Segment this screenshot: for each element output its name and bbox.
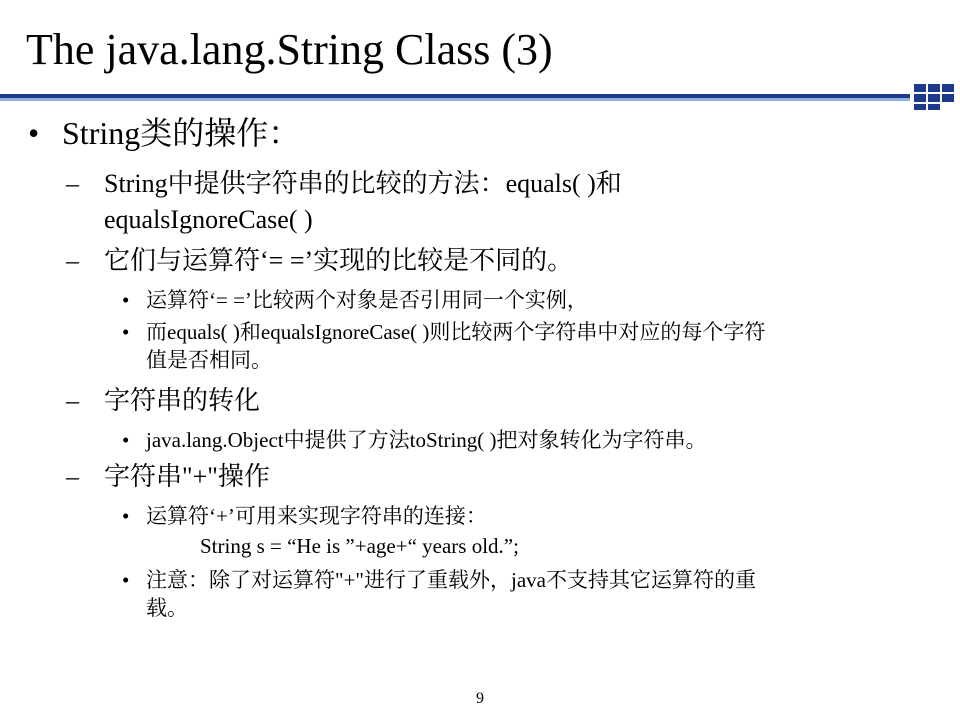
- slide-title: The java.lang.String Class (3): [26, 25, 553, 74]
- bullet-marker: •: [28, 115, 40, 151]
- bullet-operator-difference: 它们与运算符‘= =’实现的比较是不同的。: [104, 246, 574, 275]
- bullet-string-ops: String类的操作：: [62, 115, 301, 151]
- bullet-tostring: java.lang.Object中提供了方法toString( )把对象转化为字符串。: [146, 428, 707, 452]
- bullet-marker: •: [122, 568, 130, 592]
- bullet-marker: •: [122, 504, 130, 528]
- bullet-marker: •: [122, 288, 130, 312]
- bullet-equals-compare-line2: 值是否相同。: [146, 348, 272, 372]
- bullet-compare-methods-line1: String中提供字符串的比较的方法：equals( )和: [104, 169, 622, 198]
- title-underline-light: [0, 98, 910, 101]
- bullet-string-plus: 字符串"+"操作: [104, 462, 270, 491]
- bullet-plus-concat: 运算符‘+’可用来实现字符串的连接：: [146, 504, 487, 528]
- bullet-string-conversion: 字符串的转化: [104, 386, 261, 415]
- page-number: 9: [476, 690, 484, 707]
- dash-marker: –: [66, 386, 79, 415]
- bullet-equals-compare-line1: 而equals( )和equalsIgnoreCase( )则比较两个字符串中对应的每个字符: [146, 320, 766, 344]
- code-example: String s = “He is ”+age+“ years old.”;: [200, 534, 519, 558]
- dash-marker: –: [66, 169, 79, 198]
- bullet-marker: •: [122, 428, 130, 452]
- dash-marker: –: [66, 246, 79, 275]
- bullet-compare-methods-line2: equalsIgnoreCase( ): [104, 205, 313, 234]
- bullet-operator-reference: 运算符‘= =’比较两个对象是否引用同一个实例，: [146, 288, 588, 312]
- dash-marker: –: [66, 462, 79, 491]
- corner-logo-icon: [912, 82, 956, 112]
- bullet-overload-note-line1: 注意：除了对运算符"+"进行了重载外，java不支持其它运算符的重: [146, 568, 756, 592]
- bullet-marker: •: [122, 320, 130, 344]
- bullet-overload-note-line2: 载。: [146, 596, 188, 620]
